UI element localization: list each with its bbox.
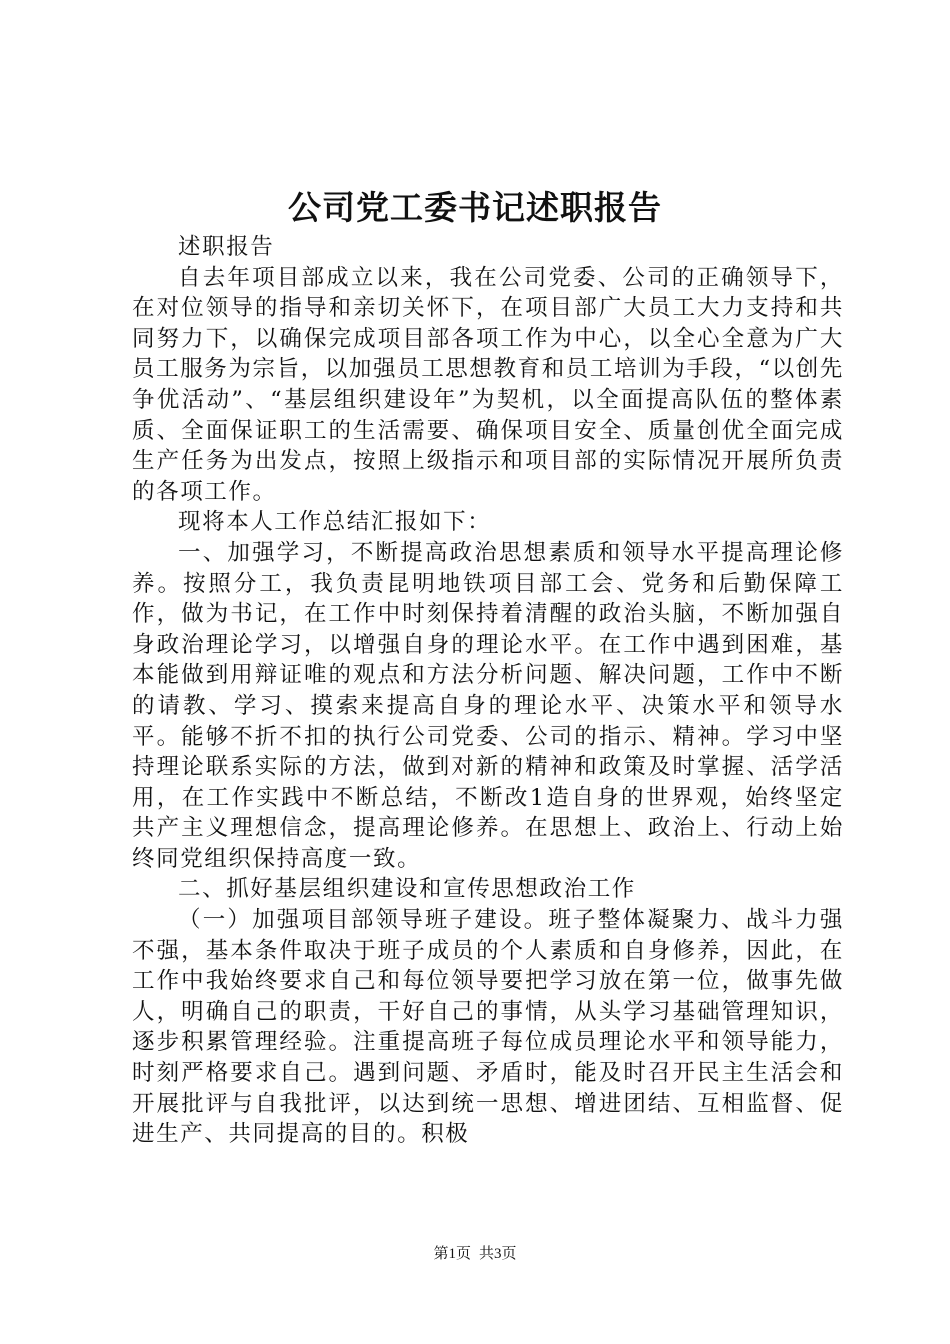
page-total: 共3页 [479,1246,517,1262]
paragraph: 述职报告 [178,234,275,260]
paragraph: 二、抓好基层组织建设和宣传思想政治工作 [178,876,636,903]
document-body [132,232,844,1150]
page-footer [0,1244,950,1264]
paragraph: （一）加强项目部领导班子建设。班子整体凝聚力、战斗力强不强，基本条件取决于班子成员的个人素质和自身修养，因此，在工作中我始终要求自己和每位领导要把学习放在第一位，做事先做人，明确自己的职责，干好自己的事情，从头学习基础管理知识，逐步积累管理经验。注重提高班子每位成员理论水平和领导能力，时刻严格要求自己。遇到问题、矛盾时，能及时召开民主生活会和开展批评与自我批评，以达到统一思想、增进团结、互相监督、促进生产、共同提高的目的。积极 [132,907,844,1148]
page-number: 第1页 [433,1246,471,1262]
paragraph: 自去年项目部成立以来，我在公司党委、公司的正确领导下，在对位领导的指导和亲切关怀下，在项目部广大员工大力支持和共同努力下，以确保完成项目部各项工作为中心，以全心全意为广大员工服务为宗旨，以加强员工思想教育和员工培训为手段，“以创先争优活动”、“基层组织建设年”为契机，以全面提高队伍的整体素质、全面保证职工的生活需要、确保项目安全、质量创优全面完成生产任务为出发点，按照上级指示和项目部的实际情况开展所负责的各项工作。 [132,264,845,505]
document-title: 公司党工委书记述职报告 [288,188,662,227]
paragraph: 现将本人工作总结汇报如下： [178,509,492,536]
paragraph: 一、加强学习，不断提高政治思想素质和领导水平提高理论修养。按照分工，我负责昆明地铁项目部工会、党务和后勤保障工作，做为书记，在工作中时刻保持着清醒的政治头脑，不断加强自身政治理论学习，以增强自身的理论水平。在工作中遇到困难，基本能做到用辩证唯的观点和方法分析问题、解决问题，工作中不断的请教、学习、摸索来提高自身的理论水平、决策水平和领导水平。能够不折不扣的执行公司党委、公司的指示、精神。学习中坚持理论联系实际的方法，做到对新的精神和政策及时掌握、活学活用，在工作实践中不断总结，不断改1造自身的世界观，始终坚定共产主义理想信念，提高理论修养。在思想上、政治上、行动上始终同党组织保持高度一致。 [132,539,844,872]
